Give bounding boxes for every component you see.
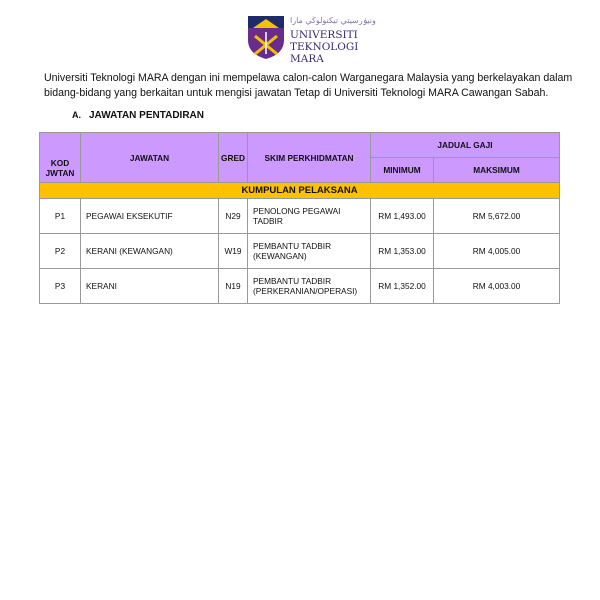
section-title: JAWATAN PENTADIRAN [89, 110, 204, 121]
cell-jawatan: KERANI [81, 269, 219, 304]
cell-max: RM 4,005.00 [434, 234, 560, 269]
cell-kod: P3 [40, 269, 81, 304]
group-row: KUMPULAN PELAKSANA [40, 183, 560, 199]
section-letter: A. [72, 110, 81, 120]
header-jadual-gaji: JADUAL GAJI [371, 133, 560, 158]
logo-jawi-text: ونيۏرسيتي تيكنولوڬي مارا [290, 16, 376, 25]
cell-min: RM 1,353.00 [371, 234, 434, 269]
cell-min: RM 1,352.00 [371, 269, 434, 304]
logo-line: MARA [290, 53, 324, 65]
header-gred: GRED [219, 133, 248, 183]
cell-max: RM 4,003.00 [434, 269, 560, 304]
intro-paragraph: Universiti Teknologi MARA dengan ini mempelawa calon-calon Warganegara Malaysia yang berkelayakan dalam bidang-bidang yang berkaitan untuk mengisi jawatan Tetap di Universiti Teknologi MARA Cawangan Sabah. [44, 72, 573, 99]
header-skim: SKIM PERKHIDMATAN [248, 133, 371, 183]
cell-max: RM 5,672.00 [434, 199, 560, 234]
cell-gred: W19 [219, 234, 248, 269]
section-heading [72, 109, 600, 122]
header-minimum: MINIMUM [371, 158, 434, 183]
cell-jawatan: KERANI (KEWANGAN) [81, 234, 219, 269]
table-row [40, 234, 560, 269]
cell-skim: PEMBANTU TADBIR (KEWANGAN) [248, 234, 371, 269]
vacancy-table [39, 132, 560, 304]
cell-kod: P2 [40, 234, 81, 269]
logo-line: TEKNOLOGI [290, 41, 359, 53]
cell-skim: PEMBANTU TADBIR (PERKERANIAN/OPERASI) [248, 269, 371, 304]
header-kod: KOD JWTAN [40, 133, 81, 183]
cell-kod: P1 [40, 199, 81, 234]
cell-gred: N19 [219, 269, 248, 304]
uitm-shield-icon [247, 14, 285, 60]
uitm-logo [247, 14, 600, 65]
header-jawatan: JAWATAN [81, 133, 219, 183]
cell-jawatan: PEGAWAI EKSEKUTIF [81, 199, 219, 234]
cell-gred: N29 [219, 199, 248, 234]
table-row [40, 199, 560, 234]
cell-skim: PENOLONG PEGAWAI TADBIR [248, 199, 371, 234]
table-row [40, 269, 560, 304]
header-maksimum: MAKSIMUM [434, 158, 560, 183]
logo-line: UNIVERSITI [290, 29, 358, 41]
cell-min: RM 1,493.00 [371, 199, 434, 234]
